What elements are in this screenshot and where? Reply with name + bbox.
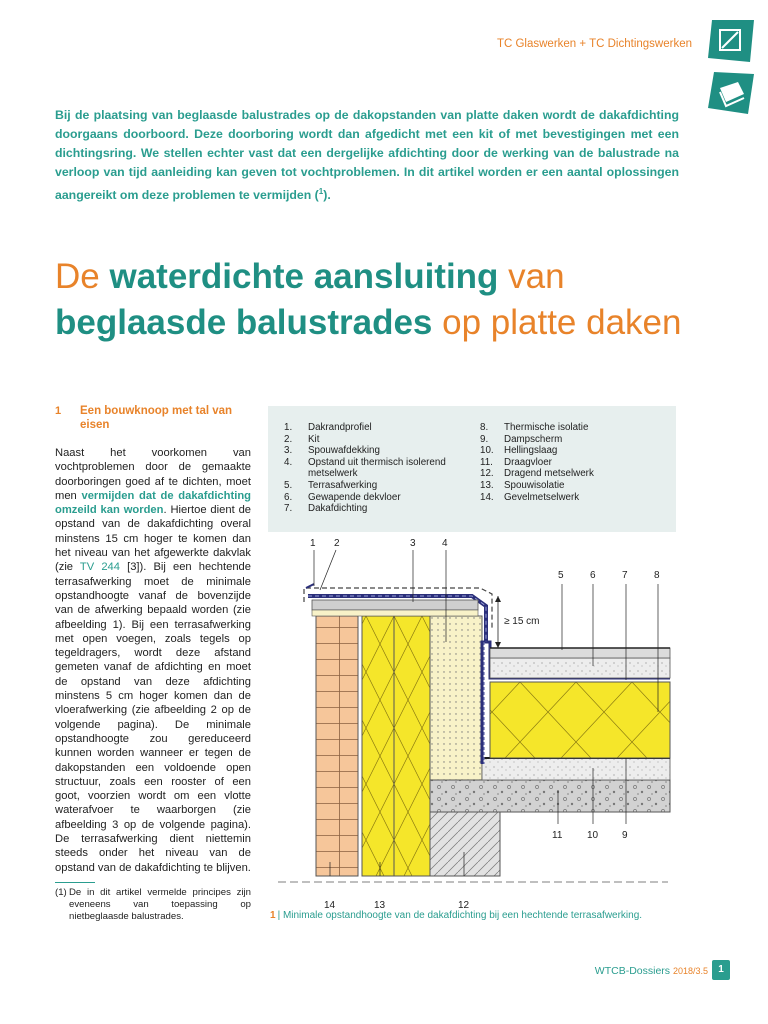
legend-number: 5.: [284, 479, 293, 491]
reinforced-screed: [490, 658, 670, 678]
legend-label: Kit: [308, 433, 320, 445]
article-title: [55, 254, 681, 346]
legend-label: Dakrandprofiel: [308, 422, 372, 433]
legend-label: Hellingslaag: [504, 445, 558, 457]
legend-label: Spouwafdekking: [308, 445, 380, 457]
body-text: Naast het voorkomen van vochtproblemen door de gemaakte doorboringen goed af te dichten, moet men vermijden dat de dakafdichting omzeild kan worden. Hiertoe dient de opstand van de dakafdichting overal minstens 15 cm hoger te komen dan het niveau van het afgewerkte dakvlak (zie TV 244 [3]). Bij een hechtende terrasafwerking moet de minimale opstandhoogte vanaf de bovenzijde van de afwerking bepaald worden (zie afbeelding 1). Bij een terrasafwerking met open voegen, zoals tegels op tegeldragers, wordt deze afstand gemeten vanaf de afdichting en moet de opstand van deze afdichting minstens 5 cm hoger komen dan de vloerafwerking (zie afbeelding 2 op de volgende pagina). De minimale opstandhoogte zou gereduceerd kunnen worden wanneer er tegen de dakopstanden een voldoende open structuur, zoals een rooster of een goot, voorzien wordt om een vlotte waterafvoer te waarborgen (zie afbeelding 3 op de volgende pagina). De terrasafwerking dient niettemin steeds onder het niveau van de opstand van de dakafdichting te blijven.: [55, 447, 252, 874]
callout-12: 12: [458, 900, 470, 910]
legend-item: [480, 457, 670, 469]
callout-6: 6: [590, 570, 596, 581]
legend-number: 4.: [284, 456, 293, 468]
callout-13: 13: [374, 900, 386, 910]
cavity-insulation: [362, 616, 430, 876]
legend-number: 13.: [480, 479, 494, 491]
legend-item: [480, 434, 670, 446]
legend-label: Dampscherm: [504, 433, 563, 445]
section-number: 1: [55, 405, 62, 417]
legend-column-2: [480, 422, 670, 503]
figure-legend: [268, 406, 676, 532]
legend-number: 9.: [480, 433, 489, 445]
glass-panel-icon: [708, 20, 754, 62]
legend-number: 2.: [284, 433, 293, 445]
callout-7: 7: [622, 570, 628, 581]
category-label: TC Glaswerken + TC Dichtingswerken: [496, 38, 692, 50]
sloping-layer: [482, 758, 670, 780]
terrace-finish: [490, 648, 670, 658]
insulating-upstand: [430, 616, 482, 784]
callout-5: 5: [558, 570, 564, 581]
callout-11: 11: [552, 830, 563, 841]
legend-number: 7.: [284, 503, 293, 515]
legend-item: [480, 468, 670, 480]
legend-label: Thermische isolatie: [504, 422, 589, 433]
section-title: Een bouwknoop met tal van eisen: [80, 405, 233, 431]
legend-item: [480, 422, 670, 434]
title-line-2: beglaasde balustrades op platte daken: [55, 303, 682, 342]
floor-slab: [430, 780, 670, 812]
title-line-1: De waterdichte aansluiting van: [55, 257, 565, 296]
callout-8: 8: [654, 570, 660, 581]
legend-number: 3.: [284, 445, 293, 457]
footnote-ref[interactable]: 1: [318, 187, 324, 196]
legend-label: Gevelmetselwerk: [504, 491, 580, 503]
legend-item: [284, 480, 484, 492]
dimension-label: ≥ 15 cm: [504, 616, 540, 627]
legend-label: Dakafdichting: [308, 503, 368, 515]
figure-caption: 1 | Minimale opstandhoogte van de dakafdichting bij een hechtende terrasafwerking.: [270, 910, 643, 921]
legend-number: 1.: [284, 422, 293, 433]
callout-10: 10: [587, 830, 599, 841]
roof-insulation: [490, 682, 670, 758]
legend-item: [284, 422, 484, 434]
callout-4: 4: [442, 538, 448, 549]
legend-number: 10.: [480, 445, 494, 457]
legend-item: [284, 434, 484, 446]
footnote-text: De in dit artikel vermelde principes zijn eveneens van toepassing op nietbeglaasde balustrades.: [69, 887, 251, 923]
legend-number: 12.: [480, 468, 494, 480]
roof-seal-icon: [708, 72, 754, 114]
intro-paragraph: Bij de plaatsing van beglaasde balustrades op de dakopstanden van platte daken wordt de dakafdichting doorgaans doorboord. Deze doorboring wordt dan afgedicht met een kit of met bevestigingen met een dichtingsring. We stellen echter vast dat een dergelijke afdichting door de werking van de balustrade na verloop van tijd aanleiding kan geven tot vochtproblemen. In dit artikel worden er een aantal oplossingen aangereikt om deze problemen te vermijden ($^1$).: [55, 108, 679, 203]
legend-item: [480, 480, 670, 492]
legend-number: 14.: [480, 491, 494, 503]
callout-9: 9: [622, 830, 628, 841]
legend-number: 8.: [480, 422, 489, 433]
tv-link[interactable]: TV 244: [79, 561, 120, 574]
callout-3: 3: [410, 538, 416, 549]
footnote: [55, 887, 251, 924]
page-footer: WTCB-Dossiers 2018/3.5: [594, 965, 708, 977]
legend-label: Draagvloer: [504, 456, 552, 468]
legend-item: [284, 492, 484, 504]
legend-column-1: [284, 422, 484, 515]
legend-item: [284, 503, 484, 515]
legend-item: [480, 492, 670, 504]
page-number: 1: [712, 960, 730, 980]
legend-number: 6.: [284, 491, 293, 503]
legend-label: Spouwisolatie: [504, 479, 565, 491]
legend-label: Dragend metselwerk: [504, 468, 594, 480]
callout-14: 14: [324, 900, 336, 910]
load-bearing-masonry: [430, 812, 500, 876]
footnote-divider: [55, 882, 95, 883]
legend-number: 11.: [480, 456, 493, 468]
legend-label: Opstand uit thermisch isolerend metselwerk: [308, 456, 446, 480]
construction-detail-drawing: [268, 532, 678, 915]
brick-facade: [316, 616, 358, 876]
callout-1: 1: [310, 538, 316, 549]
footnote-marker: (1): [55, 887, 67, 898]
callout-2: 2: [334, 538, 340, 549]
legend-item: [284, 445, 484, 457]
legend-item: [480, 445, 670, 457]
legend-label: Gewapende dekvloer: [308, 491, 401, 503]
highlight-text: vermijden dat de dakafdichting omzeild kan worden: [55, 489, 251, 517]
legend-item: [284, 457, 484, 480]
legend-label: Terrasafwerking: [308, 479, 378, 491]
